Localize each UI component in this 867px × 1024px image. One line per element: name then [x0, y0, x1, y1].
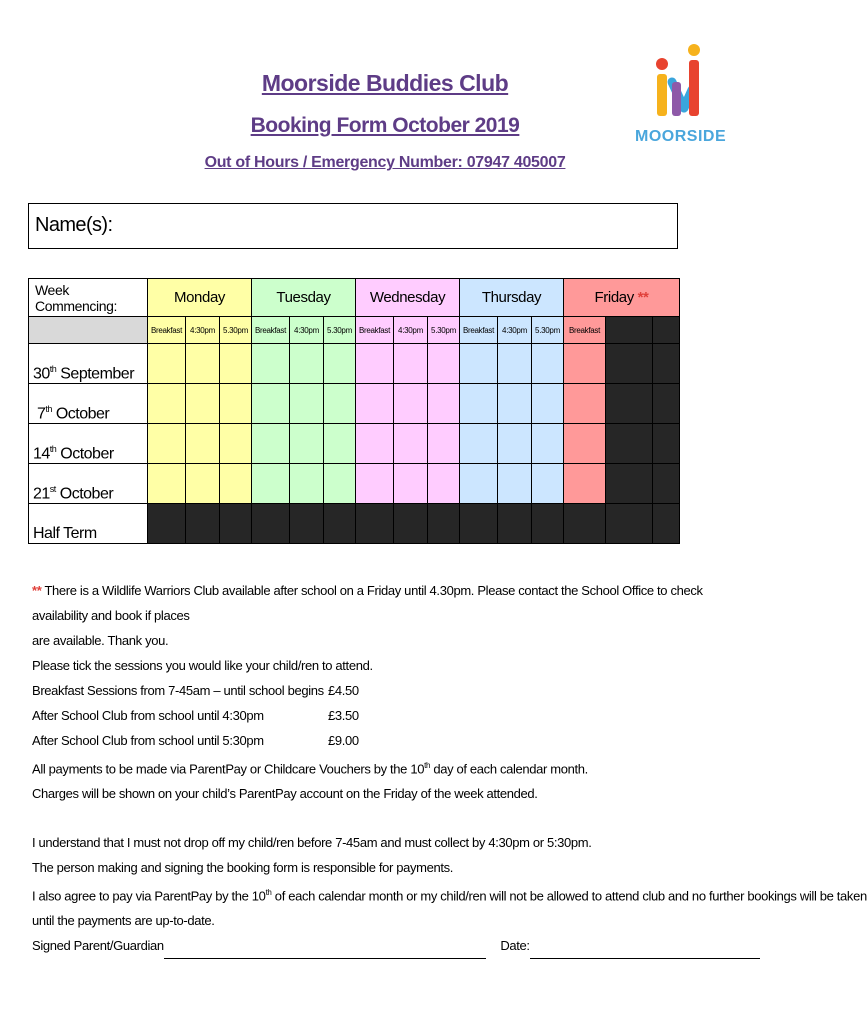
booking-cell[interactable] [324, 384, 356, 424]
week-label: 21st October [29, 464, 148, 504]
unavailable-cell [606, 317, 653, 344]
booking-cell[interactable] [564, 344, 606, 384]
friday-marker: ** [637, 289, 649, 306]
agreement-line-4: until the payments are up-to-date. [32, 913, 215, 929]
booking-cell[interactable] [532, 384, 564, 424]
booking-cell[interactable] [460, 384, 498, 424]
friday-note [32, 578, 742, 653]
half-term-label: Half Term [29, 504, 148, 544]
unavailable-cell [653, 504, 680, 544]
unavailable-cell [394, 504, 428, 544]
booking-cell[interactable] [498, 424, 532, 464]
booking-cell[interactable] [428, 384, 460, 424]
unavailable-cell [653, 424, 680, 464]
booking-cell[interactable] [220, 464, 252, 504]
day-header-wednesday: Wednesday [356, 279, 460, 317]
booking-cell[interactable] [324, 464, 356, 504]
week-label: 30th September [29, 344, 148, 384]
booking-cell[interactable] [252, 424, 290, 464]
week-commencing-label: Week Commencing: [29, 279, 148, 317]
pricing-section [32, 653, 742, 806]
booking-cell[interactable] [290, 384, 324, 424]
booking-cell[interactable] [564, 424, 606, 464]
session-530: 5.30pm [532, 317, 564, 344]
booking-cell[interactable] [532, 344, 564, 384]
booking-cell[interactable] [290, 344, 324, 384]
booking-cell[interactable] [498, 464, 532, 504]
unavailable-cell [356, 504, 394, 544]
unavailable-cell [653, 317, 680, 344]
unavailable-cell [324, 504, 356, 544]
booking-cell[interactable] [148, 424, 186, 464]
agreement-section [32, 830, 867, 959]
booking-cell[interactable] [394, 464, 428, 504]
booking-cell[interactable] [252, 344, 290, 384]
booking-cell[interactable] [220, 344, 252, 384]
booking-cell[interactable] [498, 344, 532, 384]
booking-cell[interactable] [428, 424, 460, 464]
day-header-monday: Monday [148, 279, 252, 317]
booking-cell[interactable] [148, 384, 186, 424]
booking-cell[interactable] [394, 344, 428, 384]
table-row [29, 424, 680, 464]
session-530: 5.30pm [428, 317, 460, 344]
unavailable-cell [148, 504, 186, 544]
agreement-line-1: I understand that I must not drop off my child/ren before 7-45am and must collect by 4:30pm or 5:30pm. [32, 835, 592, 850]
session-header-blank [29, 317, 148, 344]
session-breakfast: Breakfast [564, 317, 606, 344]
unavailable-cell [532, 504, 564, 544]
table-row [29, 464, 680, 504]
session-breakfast: Breakfast [460, 317, 498, 344]
booking-cell[interactable] [290, 464, 324, 504]
unavailable-cell [186, 504, 220, 544]
booking-cell[interactable] [220, 384, 252, 424]
unavailable-cell [606, 424, 653, 464]
booking-cell[interactable] [564, 464, 606, 504]
form-title: Booking Form October 2019 [250, 114, 520, 137]
unavailable-cell [653, 344, 680, 384]
booking-cell[interactable] [460, 344, 498, 384]
unavailable-cell [290, 504, 324, 544]
booking-cell[interactable] [220, 424, 252, 464]
booking-cell[interactable] [252, 384, 290, 424]
unavailable-cell [252, 504, 290, 544]
booking-cell[interactable] [428, 464, 460, 504]
signed-label: Signed Parent/Guardian [32, 938, 164, 954]
booking-cell[interactable] [148, 464, 186, 504]
club-title: Moorside Buddies Club [261, 70, 509, 96]
signature-row [32, 933, 747, 959]
booking-cell[interactable] [532, 464, 564, 504]
price-label-530: After School Club from school until 5:30pm [32, 733, 264, 748]
table-row [29, 344, 680, 384]
booking-cell[interactable] [460, 464, 498, 504]
booking-cell[interactable] [460, 424, 498, 464]
booking-cell[interactable] [186, 424, 220, 464]
booking-cell[interactable] [498, 384, 532, 424]
note-line-2: are available. Thank you. [32, 633, 169, 648]
payments-line: All payments to be made via ParentPay or Childcare Vouchers by the 10th day of each calendar month. [32, 761, 588, 777]
unavailable-cell [606, 384, 653, 424]
price-label-430: After School Club from school until 4:30pm [32, 708, 264, 723]
booking-cell[interactable] [148, 344, 186, 384]
session-430: 4:30pm [498, 317, 532, 344]
booking-cell[interactable] [532, 424, 564, 464]
unavailable-cell [460, 504, 498, 544]
unavailable-cell [220, 504, 252, 544]
booking-cell[interactable] [252, 464, 290, 504]
session-breakfast: Breakfast [148, 317, 186, 344]
booking-grid [28, 278, 680, 544]
booking-cell[interactable] [186, 384, 220, 424]
day-header-thursday: Thursday [460, 279, 564, 317]
booking-cell[interactable] [186, 344, 220, 384]
price-530: £9.00 [328, 733, 359, 748]
charges-line: Charges will be shown on your child’s ParentPay account on the Friday of the week attended. [32, 786, 538, 802]
price-430: £3.50 [328, 708, 359, 723]
booking-cell[interactable] [186, 464, 220, 504]
unavailable-cell [606, 344, 653, 384]
session-breakfast: Breakfast [356, 317, 394, 344]
table-row [29, 504, 680, 544]
agreement-line-2: The person making and signing the booking form is responsible for payments. [32, 860, 454, 875]
price-label-breakfast: Breakfast Sessions from 7-45am – until school begins [32, 683, 324, 698]
logo-wordmark: MOORSIDE [635, 128, 727, 145]
day-header-tuesday: Tuesday [252, 279, 356, 317]
session-530: 5.30pm [324, 317, 356, 344]
session-430: 4:30pm [186, 317, 220, 344]
pricing-intro: Please tick the sessions you would like your child/ren to attend. [32, 658, 373, 673]
booking-cell[interactable] [394, 424, 428, 464]
emergency-number: Out of Hours / Emergency Number: 07947 405007 [204, 154, 566, 171]
names-field[interactable] [28, 203, 678, 249]
unavailable-cell [564, 504, 606, 544]
booking-cell[interactable] [356, 384, 394, 424]
booking-cell[interactable] [356, 424, 394, 464]
booking-cell[interactable] [290, 424, 324, 464]
names-label: Name(s): [35, 214, 113, 236]
booking-cell[interactable] [394, 384, 428, 424]
session-breakfast: Breakfast [252, 317, 290, 344]
session-530: 5.30pm [220, 317, 252, 344]
unavailable-cell [428, 504, 460, 544]
note-line-1: There is a Wildlife Warriors Club available after school on a Friday until 4.30pm. Please contact the School Office to check availability and book if places [32, 583, 703, 623]
booking-cell[interactable] [324, 424, 356, 464]
price-breakfast: £4.50 [328, 683, 359, 698]
booking-cell[interactable] [564, 384, 606, 424]
booking-cell[interactable] [324, 344, 356, 384]
booking-cell[interactable] [356, 344, 394, 384]
day-header-friday [564, 279, 680, 317]
unavailable-cell [606, 464, 653, 504]
session-430: 4:30pm [394, 317, 428, 344]
booking-cell[interactable] [356, 464, 394, 504]
unavailable-cell [653, 384, 680, 424]
booking-cell[interactable] [428, 344, 460, 384]
agreement-line-3: I also agree to pay via ParentPay by the 10th of each calendar month or my child/ren will not be allowed to attend club and no further bookings will be taken [32, 888, 867, 904]
unavailable-cell [653, 464, 680, 504]
note-marker: ** [32, 583, 42, 598]
session-430: 4:30pm [290, 317, 324, 344]
table-row [29, 384, 680, 424]
unavailable-cell [606, 504, 653, 544]
friday-label: Friday [594, 289, 634, 306]
date-field[interactable] [530, 933, 760, 959]
signature-field[interactable] [164, 933, 486, 959]
unavailable-cell [498, 504, 532, 544]
week-label: 14th October [29, 424, 148, 464]
week-label: 7th October [29, 384, 148, 424]
date-label: Date: [500, 938, 530, 954]
